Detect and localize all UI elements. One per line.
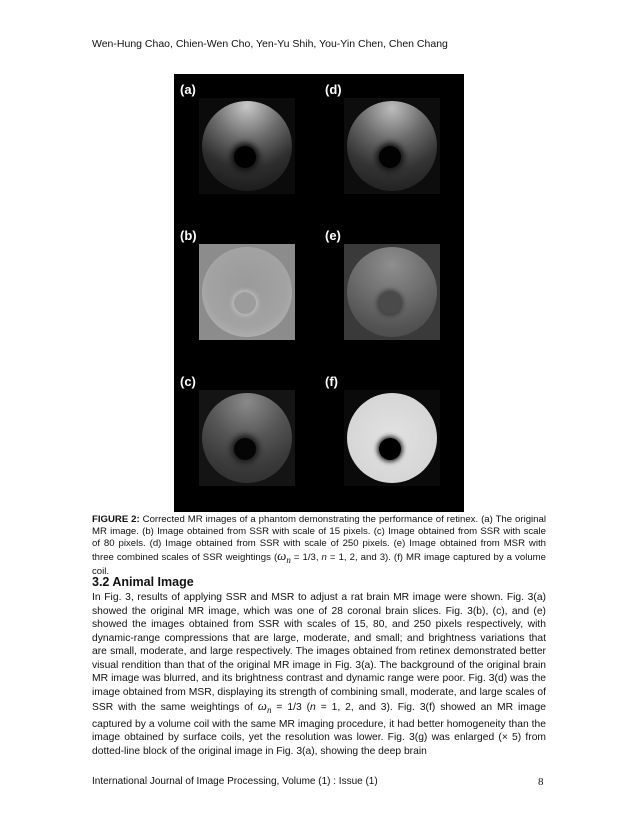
caption-text-1: Corrected MR images of a phantom demonstrating the performance of retinex. (a) The original MR image. (b) Image obtained from SSR with scale of 15 pixels. (c) Image obtained from SSR with scale of 80 pixels. (d) Image obtained from SSR with scale of 250 pixels. (e) Image obtained from MSR with three combined scales of SSR weightings ( bbox=[92, 514, 546, 563]
figure-2 bbox=[174, 74, 464, 512]
running-header: Wen-Hung Chao, Chien-Wen Cho, Yen-Yu Shih, You-Yin Chen, Chen Chang bbox=[92, 38, 448, 50]
caption-text-2: = 1/3, bbox=[290, 552, 322, 563]
panel-label-e: (e) bbox=[325, 228, 341, 243]
section-heading: 3.2 Animal Image bbox=[92, 575, 194, 589]
panel-f bbox=[319, 366, 464, 512]
omega-symbol: ω bbox=[257, 698, 267, 713]
omega-subscript: n bbox=[286, 554, 291, 565]
n-variable: n bbox=[310, 702, 316, 713]
panel-label-f: (f) bbox=[325, 374, 338, 389]
panel-b bbox=[174, 220, 319, 366]
figure-caption-label: FIGURE 2: bbox=[92, 514, 140, 525]
paragraph-text-2: = 1/3 ( bbox=[271, 702, 311, 713]
panel-c bbox=[174, 366, 319, 512]
phantom-image-a bbox=[199, 98, 295, 194]
caption-text-3: = 1, 2, and 3). (f) MR image captured by a volume coil. bbox=[92, 552, 546, 577]
panel-d bbox=[319, 74, 464, 220]
panel-label-b: (b) bbox=[180, 228, 197, 243]
omega-symbol: ω bbox=[277, 548, 287, 563]
phantom-image-e bbox=[344, 244, 440, 340]
phantom-image-b bbox=[199, 244, 295, 340]
paragraph-text-1: In Fig. 3, results of applying SSR and MSR to adjust a rat brain MR image were shown. Fig. 3(a) showed the original MR image, which was one of 28 coronal brain slices. Fig. 3(b), (c), and (e) showed the images obtained from SSR with scales of 15, 80, and 250 pixels respectively, with dynamic-range compressions that are large, moderate, and small; and brightness variations that are small, moderate, and large respectively. The images obtained from retinex demonstrated better visual rendition than that of the original MR image in Fig. 3(a). The background of the original brain MR image was blurred, and its brightness contrast and dynamic range were poor. Fig. 3(d) was the image obtained from MSR, displaying its strength of combining small, moderate, and large scales of SSR with the same weightings of bbox=[92, 592, 546, 713]
footer-journal: International Journal of Image Processing, Volume (1) : Issue (1) bbox=[92, 776, 378, 787]
figure-caption bbox=[92, 514, 546, 578]
n-variable: n bbox=[321, 552, 327, 563]
panel-label-c: (c) bbox=[180, 374, 196, 389]
phantom-image-d bbox=[344, 98, 440, 194]
phantom-image-c bbox=[199, 390, 295, 486]
panel-a bbox=[174, 74, 319, 220]
panel-e bbox=[319, 220, 464, 366]
page-number: 8 bbox=[538, 776, 544, 788]
body-paragraph bbox=[92, 591, 546, 758]
panel-label-a: (a) bbox=[180, 82, 196, 97]
paragraph-text-3: = 1, 2, and 3). Fig. 3(f) showed an MR image captured by a volume coil with the same MR imaging procedure, it had better homogeneity than the image obtained by surface coils, yet the resolution was lower. Fig. 3(g) was enlarged (× 5) from dotted-line block of the original image in Fig. 3(a), showing the deep brain bbox=[92, 702, 546, 757]
panel-label-d: (d) bbox=[325, 82, 342, 97]
phantom-image-f bbox=[344, 390, 440, 486]
omega-subscript: n bbox=[266, 705, 272, 716]
